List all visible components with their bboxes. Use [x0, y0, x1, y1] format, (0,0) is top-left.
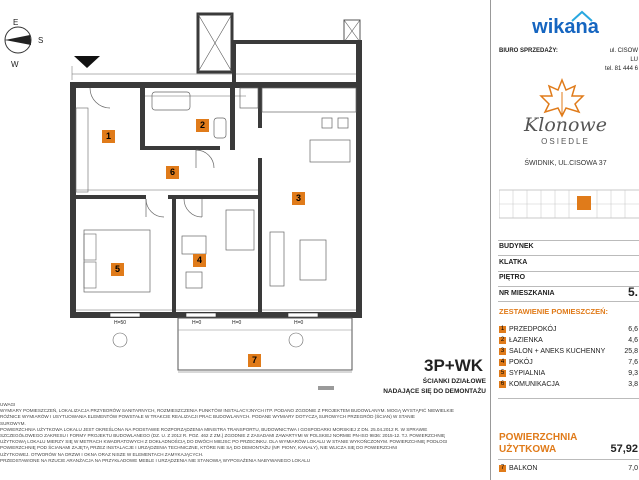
note-line: UŻYTKOWEJ. OTWORÓW NA DRZWI I OKNA ORAZ NISZE W ELEMENTACH ZAMYKAJĄCYCH.: [0, 451, 204, 457]
room-area: 6,6: [628, 326, 638, 333]
walls: [70, 40, 362, 318]
note-line: POWIERZCHNIĘ POD ŚCIANAMI ZAJĘTĄ PRZEZ INSTALACJE I URZĄDZENIA TECHNICZNE, KTÓRE NIE SĄ DO DEMONTAŻU (NP. PIONY, KANAŁY), NIE WLICZA SIĘ DO POWIERZCHNI: [0, 445, 397, 451]
building-label: BUDYNEK: [499, 243, 534, 250]
wikana-logo-text: wikana: [532, 16, 599, 38]
list-item: [499, 359, 639, 366]
note-line: SUROWYM.: [0, 420, 26, 426]
list-item: [499, 348, 639, 355]
room-badge-5: 5: [111, 263, 124, 276]
room-area: 9,3: [628, 370, 638, 377]
usable-area-value: 57,92: [610, 443, 638, 455]
staircase-label: KLATKA: [499, 259, 528, 266]
sales-street: ul. CISOW: [609, 48, 638, 54]
estate-subtitle: OSIEDLE: [541, 137, 590, 146]
compass-s: S: [38, 36, 44, 45]
apartment-number-value: 5.: [627, 285, 638, 299]
room-badge-2: 2: [196, 119, 209, 132]
compass-icon: [5, 27, 31, 53]
apartment-type-label: 3P+WK: [424, 356, 484, 375]
note-line: RÓŻNICE WYMIARÓW I USYTUOWANIA ELEMENTÓW POWSTAŁE W TRAKCIE REALIZACJI PRAC BUDOWLANYCH. PODANE WYMIARY DOTYCZĄ SUROWYCH PRZEGRÓD (ŚCIAN) W STANIE: [0, 414, 415, 420]
list-item: [499, 381, 639, 388]
compass-w: W: [11, 60, 19, 69]
room-list-title: ZESTAWIENIE POMIESZCZEŃ:: [499, 307, 609, 316]
room-number: 3: [500, 348, 505, 354]
window-label: H=50: [114, 320, 127, 326]
wikana-logo: [491, 10, 639, 39]
apartment-number-label: NR MIESZKANIA: [499, 290, 555, 297]
sales-phone: tel. 81 444 6: [604, 66, 638, 72]
room-name: ŁAZIENKA: [509, 337, 543, 344]
room-area: 7,6: [628, 359, 638, 366]
plan-notes: [0, 402, 488, 464]
estate-name: Klonowe: [524, 114, 607, 136]
entrance-arrow-icon: [74, 56, 100, 68]
usable-area-title-1: POWIERZCHNIA: [499, 432, 578, 443]
room-name: SALON + ANEKS KUCHENNY: [509, 348, 606, 355]
room-number: 5: [500, 370, 505, 376]
floor-label: PIĘTRO: [499, 274, 526, 281]
room-name: PRZEDPOKÓJ: [509, 326, 557, 333]
legend-line-1: ŚCIANKI DZIAŁOWE: [422, 378, 486, 385]
compass-e: E: [13, 18, 19, 27]
sales-city: LU: [630, 57, 638, 63]
room-badge-1: 1: [102, 130, 115, 143]
note-line: UWAGI: [0, 402, 16, 407]
list-item: [499, 337, 639, 344]
list-item: [499, 370, 639, 377]
note-line: UŻYTKOWĄ LOKALU MIERZY SIĘ W METRACH KWADRATOWYCH Z DOKŁADNOŚCIĄ DO DWÓCH MIEJSC PO PRZECINKU. DLA WYMIARÓW LOKALU W STANIE WYKOŃCZONYM. POWIERZCHNIĘ PODŁOGI: [0, 439, 448, 445]
room-number: 6: [500, 381, 505, 387]
room-number: 1: [500, 326, 505, 332]
note-line: PRZEDSTAWIONE NA RZUCIE ARANŻACJA NA PRZYKŁADOWE MEBLE I URZĄDZENIA NIE STANOWIĄ WYPOSAŻENIA NABYWANEGO LOKALU: [0, 457, 311, 463]
usable-area-title-2: UŻYTKOWA: [499, 444, 557, 455]
room-badge-4: 4: [193, 254, 206, 267]
list-item-balcony: [499, 465, 639, 472]
room-badge-7: 7: [248, 354, 261, 367]
room-area: 4,6: [628, 337, 638, 344]
room-name: KOMUNIKACJA: [509, 381, 560, 388]
room-badge-3: 3: [292, 192, 305, 205]
room-number: 4: [500, 359, 505, 365]
building-key-plan: [499, 184, 639, 224]
partition-legend-swatch: [318, 386, 334, 390]
window-label: H=0: [192, 320, 202, 326]
note-line: POWIERZCHNIA UŻYTKOWA LOKALU JEST OKREŚLONA NA PODSTAWIE ROZPORZĄDZENIA MINISTRA TRANSPORTU, BUDOWNICTWA I GOSPODARKI MORSKIEJ Z DN. 25.04.2012 R. W SPRAWIE: [0, 426, 428, 432]
room-number: 7: [500, 465, 505, 471]
room-name: BALKON: [509, 465, 538, 472]
note-line: WYMIARY POMIESZCZEŃ, LOKALIZACJA PRZYBORÓW SANITARNYCH, ROZMIESZCZENIA PUNKTÓW INSTALACYJNYCH ITP. PODANO ZGODNIE Z PROJEKTEM BUDOWLANYM. MOGĄ WYSTĄPIĆ NIEWIELKIE: [0, 408, 454, 414]
room-name: POKÓJ: [509, 359, 533, 366]
room-badge-6: 6: [166, 166, 179, 179]
room-area: 25,8: [624, 348, 638, 355]
apartment-highlight: [577, 196, 591, 210]
room-name: SYPIALNIA: [509, 370, 546, 377]
info-panel: [490, 0, 639, 480]
maple-leaf-icon: [539, 78, 585, 118]
legend-line-2: NADAJĄCE SIĘ DO DEMONTAŻU: [383, 388, 486, 395]
room-area: 3,8: [628, 381, 638, 388]
window-label: H=0: [232, 320, 242, 326]
room-area: 7,0: [628, 465, 638, 472]
balcony-outline: [178, 318, 352, 370]
list-item: [499, 326, 639, 333]
note-line: SZCZEGÓŁOWEGO ZAKRESU I FORMY PROJEKTU BUDOWLANEGO (DZ. U. Z 2012 R. POZ. 462 Z ZM.) ZGODNIE Z ZASADAMI ZAWARTYMI W POLSKIEJ NORMIE PN-ISO 9836: 2015-12. TJ. POWIERZCHNIĘ: [0, 433, 446, 439]
window-label: H=0: [294, 320, 304, 326]
room-number: 2: [500, 337, 505, 343]
sales-office-label: BIURO SPRZEDAŻY:: [499, 48, 558, 54]
estate-address: ŚWIDNIK, UL.CISOWA 37: [524, 160, 607, 167]
